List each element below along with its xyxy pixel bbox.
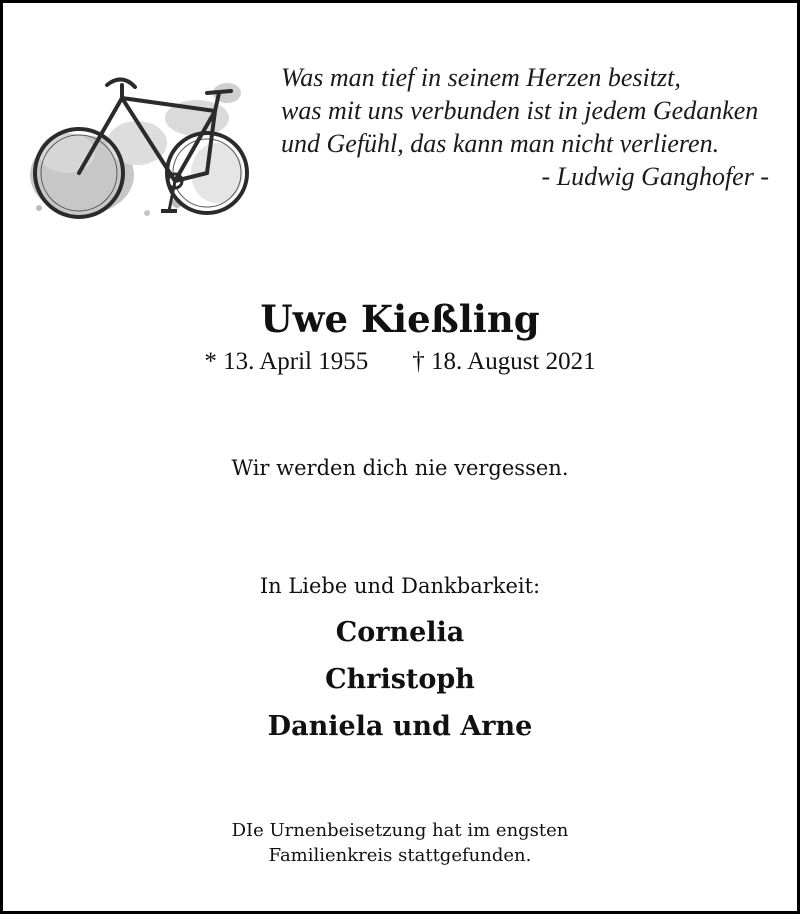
life-dates [3, 347, 797, 377]
farewell-text: Wir werden dich nie vergessen. [231, 456, 569, 480]
quote-line: Was man tief in seinem Herzen besitzt, [281, 63, 681, 92]
mourners-intro: In Liebe und Dankbarkeit: [259, 574, 541, 598]
mourner-name: Christoph [325, 664, 475, 695]
birth-date: * 13. April 1955 [204, 348, 369, 375]
mourners-list [3, 609, 797, 750]
notice-line: DIe Urnenbeisetzung hat im engsten [231, 820, 569, 841]
quote-author: - Ludwig Ganghofer - [541, 162, 769, 191]
notice-line: Familienkreis stattgefunden. [268, 845, 532, 866]
quote-line: und Gefühl, das kann man nicht verlieren. [281, 129, 720, 158]
bicycle-icon [27, 63, 251, 228]
death-date: † 18. August 2021 [412, 348, 596, 375]
quote-block [281, 61, 769, 193]
deceased-name: Uwe Kießling [260, 297, 540, 341]
quote-line: was mit uns verbunden ist in jedem Gedanken [281, 96, 759, 125]
mourner-name: Cornelia [335, 617, 465, 648]
mourner-name: Daniela und Arne [267, 711, 533, 742]
burial-notice [3, 818, 797, 868]
